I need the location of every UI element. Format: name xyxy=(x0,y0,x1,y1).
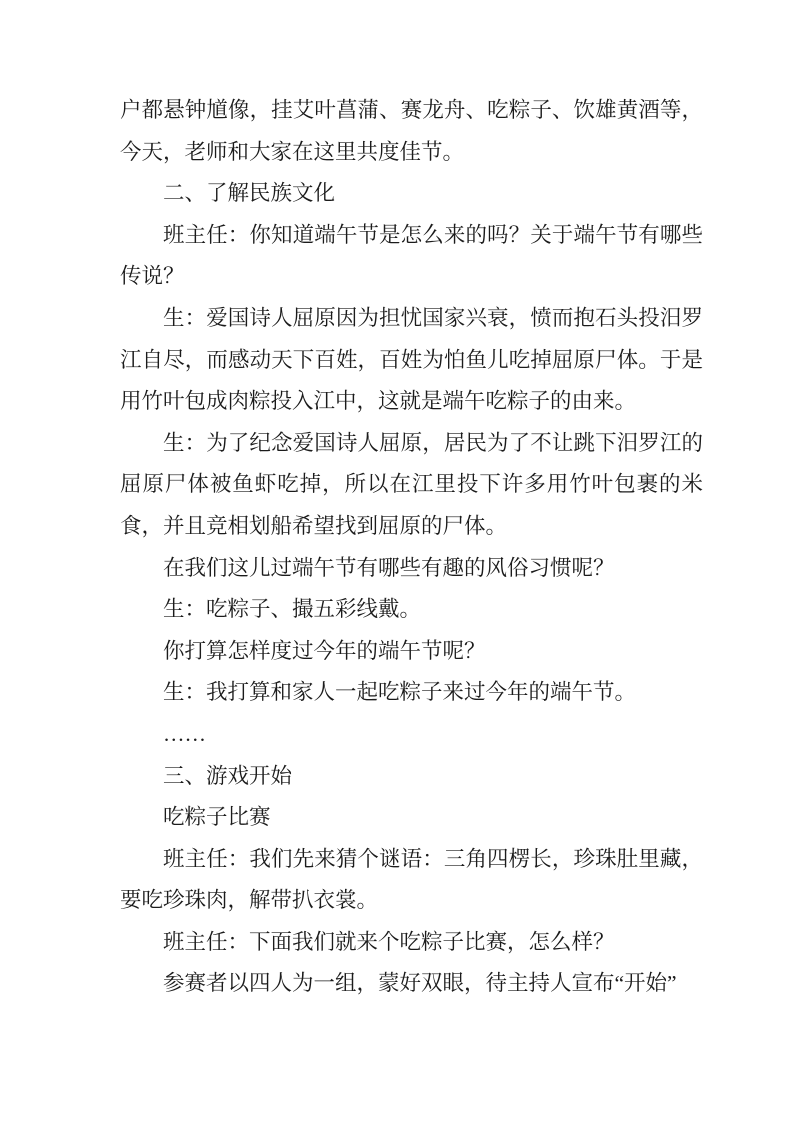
paragraph-continuation: 户都悬钟馗像，挂艾叶菖蒲、赛龙舟、吃粽子、饮雄黄酒等，今天，老师和大家在这里共度佳节。 xyxy=(120,98,703,164)
paragraph-contest-announcement: 班主任：下面我们就来个吃粽子比赛，怎么样？ xyxy=(163,929,615,954)
paragraph-student-answer-4: 生：我打算和家人一起吃粽子来过今年的端午节。 xyxy=(163,680,637,705)
section-heading-2: 二、了解民族文化 xyxy=(163,181,336,206)
paragraph-question-plan: 你打算怎样度过今年的端午节呢？ xyxy=(163,638,486,663)
paragraph-game-title: 吃粽子比赛 xyxy=(163,805,271,830)
paragraph-student-answer-2: 生：为了纪念爱国诗人屈原，居民为了不让跳下汨罗江的屈原尸体被鱼虾吃掉，所以在江里投下许多用竹叶包裹的米食，并且竞相划船希望找到屈原的尸体。 xyxy=(120,430,703,538)
paragraph-student-answer-3: 生：吃粽子、撮五彩线戴。 xyxy=(163,597,422,622)
paragraph-contest-rules: 参赛者以四人为一组，蒙好双眼，待主持人宣布“开始” xyxy=(163,971,677,996)
paragraph-riddle: 班主任：我们先来猜个谜语：三角四楞长，珍珠肚里藏，要吃珍珠肉，解带扒衣裳。 xyxy=(120,846,703,913)
section-heading-3: 三、游戏开始 xyxy=(163,763,293,788)
paragraph-student-answer-1: 生：爱国诗人屈原因为担忧国家兴衰，愤而抱石头投汨罗江自尽，而感动天下百姓，百姓为怕鱼儿吃掉屈原尸体。于是用竹叶包成肉粽投入江中，这就是端午吃粽子的由来。 xyxy=(120,305,703,414)
paragraph-ellipsis: …… xyxy=(163,721,206,746)
paragraph-question-customs: 在我们这儿过端午节有哪些有趣的风俗习惯呢？ xyxy=(163,555,615,580)
paragraph-teacher-question: 班主任：你知道端午节是怎么来的吗？关于端午节有哪些传说？ xyxy=(120,222,703,289)
